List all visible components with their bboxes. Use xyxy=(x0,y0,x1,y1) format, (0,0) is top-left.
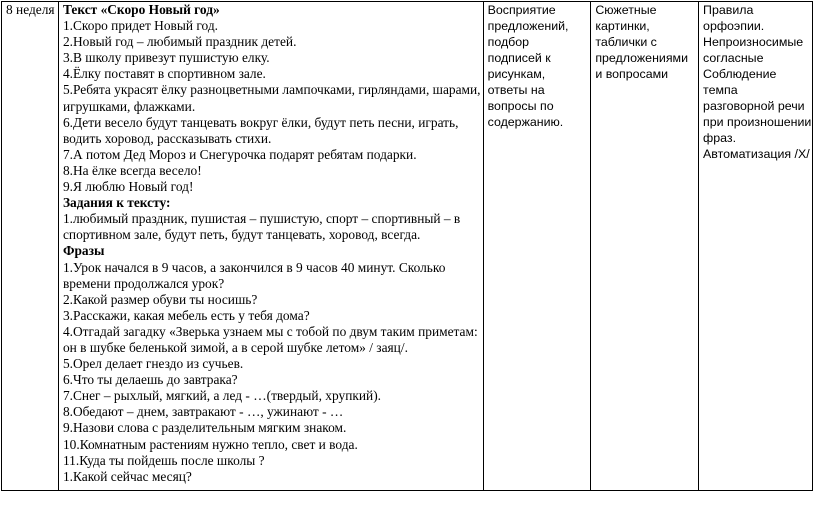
phrase-item: 5.Орел делает гнездо из сучьев. xyxy=(62,356,244,372)
perception-line: предложений, xyxy=(487,19,569,33)
tasks-text: 1.любимый праздник, пушистая – пушистую, спорт – спортивный – в спортивном зале, будут петь, будут танцевать, хоровод, всегда. xyxy=(62,211,461,243)
phrases-title: Фразы xyxy=(62,243,105,259)
phrase-item: 10.Комнатным растениям нужно тепло, свет и вода. xyxy=(62,436,358,452)
text-title: Текст «Скоро Новый год» xyxy=(62,2,220,17)
phrase-item: 9.Назови слова с разделительным мягким знаком. xyxy=(62,420,347,436)
phrase-item: 11.Куда ты пойдешь после школы ? xyxy=(62,452,265,468)
text-line: 3.В школу привезут пушистую елку. xyxy=(62,50,270,66)
text-line: 1.Скоро придет Новый год. xyxy=(62,18,218,34)
perception-line: содержанию. xyxy=(487,115,564,129)
phrase-item: 7.Снег – рыхлый, мягкий, а лед - …(твердый, хрупкий). xyxy=(62,388,382,404)
text-line: 5.Ребята украсят ёлку разноцветными лампочками, гирляндами, шарами, игрушками, флажками. xyxy=(62,82,481,114)
materials-line: предложениями xyxy=(595,51,688,65)
orthoepy-line: разговорной речи xyxy=(703,99,805,113)
perception-line: рисункам, xyxy=(487,67,546,81)
orthoepy-line: Правила xyxy=(703,3,754,17)
text-line: 7.А потом Дед Мороз и Снегурочка подарят ребятам подарки. xyxy=(62,146,417,162)
materials-cell xyxy=(591,2,699,491)
phrase-item: 6.Что ты делаешь до завтрака? xyxy=(62,372,238,388)
phrase-item: 4.Отгадай загадку «Зверька узнаем мы с тобой по двум таким приметам: он в шубке беленькой зимой, а в серой шубке летом» / заяц/. xyxy=(62,323,478,355)
perception-line: вопросы по xyxy=(487,99,554,113)
text-line: 4.Ёлку поставят в спортивном зале. xyxy=(62,66,266,82)
phrase-item: 2.Какой размер обуви ты носишь? xyxy=(62,291,258,307)
text-line: 8.На ёлке всегда весело! xyxy=(62,162,202,178)
orthoepy-line: согласные xyxy=(703,51,764,65)
perception-line: ответы на xyxy=(487,83,545,97)
tasks-title: Задания к тексту: xyxy=(62,195,171,211)
week-cell xyxy=(2,2,59,491)
lesson-plan-table xyxy=(1,1,813,491)
table-row xyxy=(2,2,813,491)
perception-line: подписей к xyxy=(487,51,551,65)
orthoepy-line: Соблюдение темпа xyxy=(703,67,777,97)
materials-line: таблички с xyxy=(595,35,657,49)
text-line: 2.Новый год – любимый праздник детей. xyxy=(62,34,297,50)
text-line: 6.Дети весело будут танцевать вокруг ёлки, будут петь песни, играть, водить хоровод, рассказывать стихи. xyxy=(62,114,459,146)
orthoepy-line: при произношении xyxy=(703,115,812,129)
week-label: 8 неделя xyxy=(6,2,55,17)
text-line: 9.Я люблю Новый год! xyxy=(62,179,194,195)
phrase-item: 3.Расскажи, какая мебель есть у тебя дома? xyxy=(62,307,310,323)
orthoepy-line: орфоэпии. xyxy=(703,19,765,33)
text-cell xyxy=(58,2,483,491)
phrase-item: 8.Обедают – днем, завтракают - …, ужинают - … xyxy=(62,404,344,420)
phrase-item: 1.Урок начался в 9 часов, а закончился в 9 часов 40 минут. Сколько времени продолжался урок? xyxy=(62,259,446,291)
orthoepy-line: Непроизносимые xyxy=(703,35,804,49)
materials-line: Сюжетные xyxy=(595,3,657,17)
perception-line: Восприятие xyxy=(487,3,556,17)
orthoepy-line: фраз. xyxy=(703,131,737,145)
perception-line: подбор xyxy=(487,35,530,49)
materials-line: и вопросами xyxy=(595,67,669,81)
phrase-item: 1.Какой сейчас месяц? xyxy=(62,468,192,484)
perception-cell xyxy=(483,2,591,491)
materials-line: картинки, xyxy=(595,19,650,33)
orthoepy-line: Автоматизация /Х/ xyxy=(703,147,810,161)
orthoepy-cell xyxy=(699,2,813,491)
